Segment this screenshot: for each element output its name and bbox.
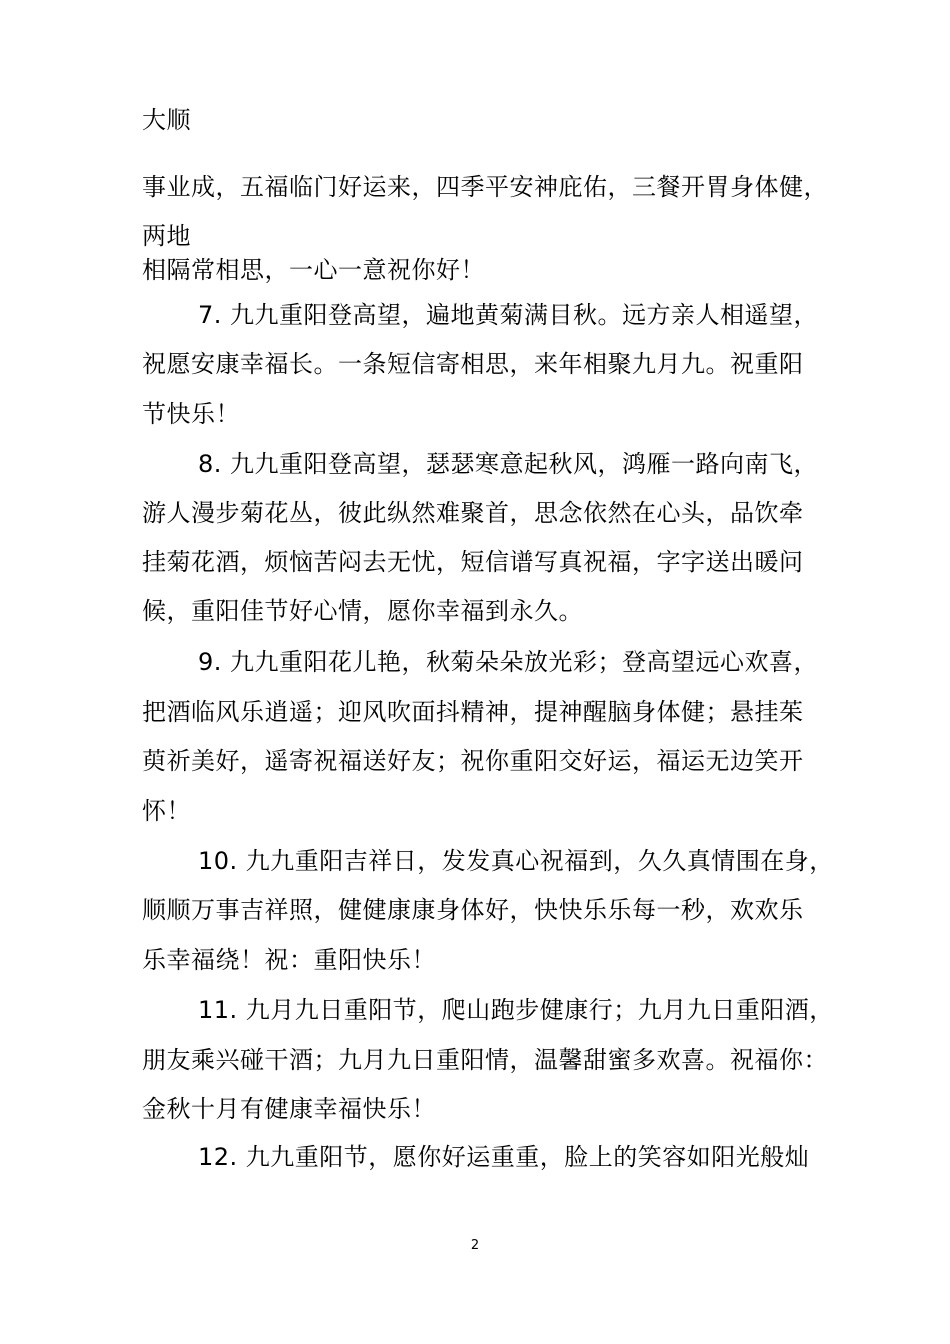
text-line: 乐幸福绕！祝：重阳快乐！ [142,946,436,974]
text-line: 8. 九九重阳登高望，瑟瑟寒意起秋风，鸿雁一路向南飞， [198,450,819,478]
text-line: 两地 [142,222,191,250]
text-line: 10. 九九重阳吉祥日，发发真心祝福到，久久真情围在身， [198,847,834,875]
text-line: 事业成，五福临门好运来，四季平安神庇佑，三餐开胃身体健， [142,173,828,201]
page-number: 2 [470,1238,480,1253]
text-line: 朋友乘兴碰干酒；九月九日重阳情，温馨甜蜜多欢喜。祝福你： [142,1046,828,1074]
text-line: 金秋十月有健康幸福快乐！ [142,1095,436,1123]
text-line: 怀！ [142,797,191,825]
text-line: 相隔常相思，一心一意祝你好！ [142,256,485,284]
text-line: 挂菊花酒，烦恼苦闷去无忧，短信谱写真祝福，字字送出暖问 [142,548,804,576]
text-line: 11. 九月九日重阳节，爬山跑步健康行；九月九日重阳酒， [198,996,834,1024]
text-line: 祝愿安康幸福长。一条短信寄相思，来年相聚九月九。祝重阳 [142,350,804,378]
text-line: 把酒临风乐逍遥；迎风吹面抖精神，提神醒脑身体健；悬挂茱 [142,698,804,726]
text-line: 顺顺万事吉祥照，健健康康身体好，快快乐乐每一秒，欢欢乐 [142,896,804,924]
text-line: 大顺 [142,106,191,134]
text-line: 7. 九九重阳登高望，遍地黄菊满目秋。远方亲人相遥望， [198,301,819,329]
text-line: 12. 九九重阳节，愿你好运重重，脸上的笑容如阳光般灿 [198,1143,810,1171]
text-line: 节快乐！ [142,400,240,428]
text-line: 9. 九九重阳花儿艳，秋菊朵朵放光彩；登高望远心欢喜， [198,648,819,676]
text-line: 游人漫步菊花丛，彼此纵然难聚首，思念依然在心头，品饮牵 [142,499,804,527]
text-line: 候，重阳佳节好心情，愿你幸福到永久。 [142,597,583,625]
text-line: 萸祈美好，遥寄祝福送好友；祝你重阳交好运，福运无边笑开 [142,747,804,775]
